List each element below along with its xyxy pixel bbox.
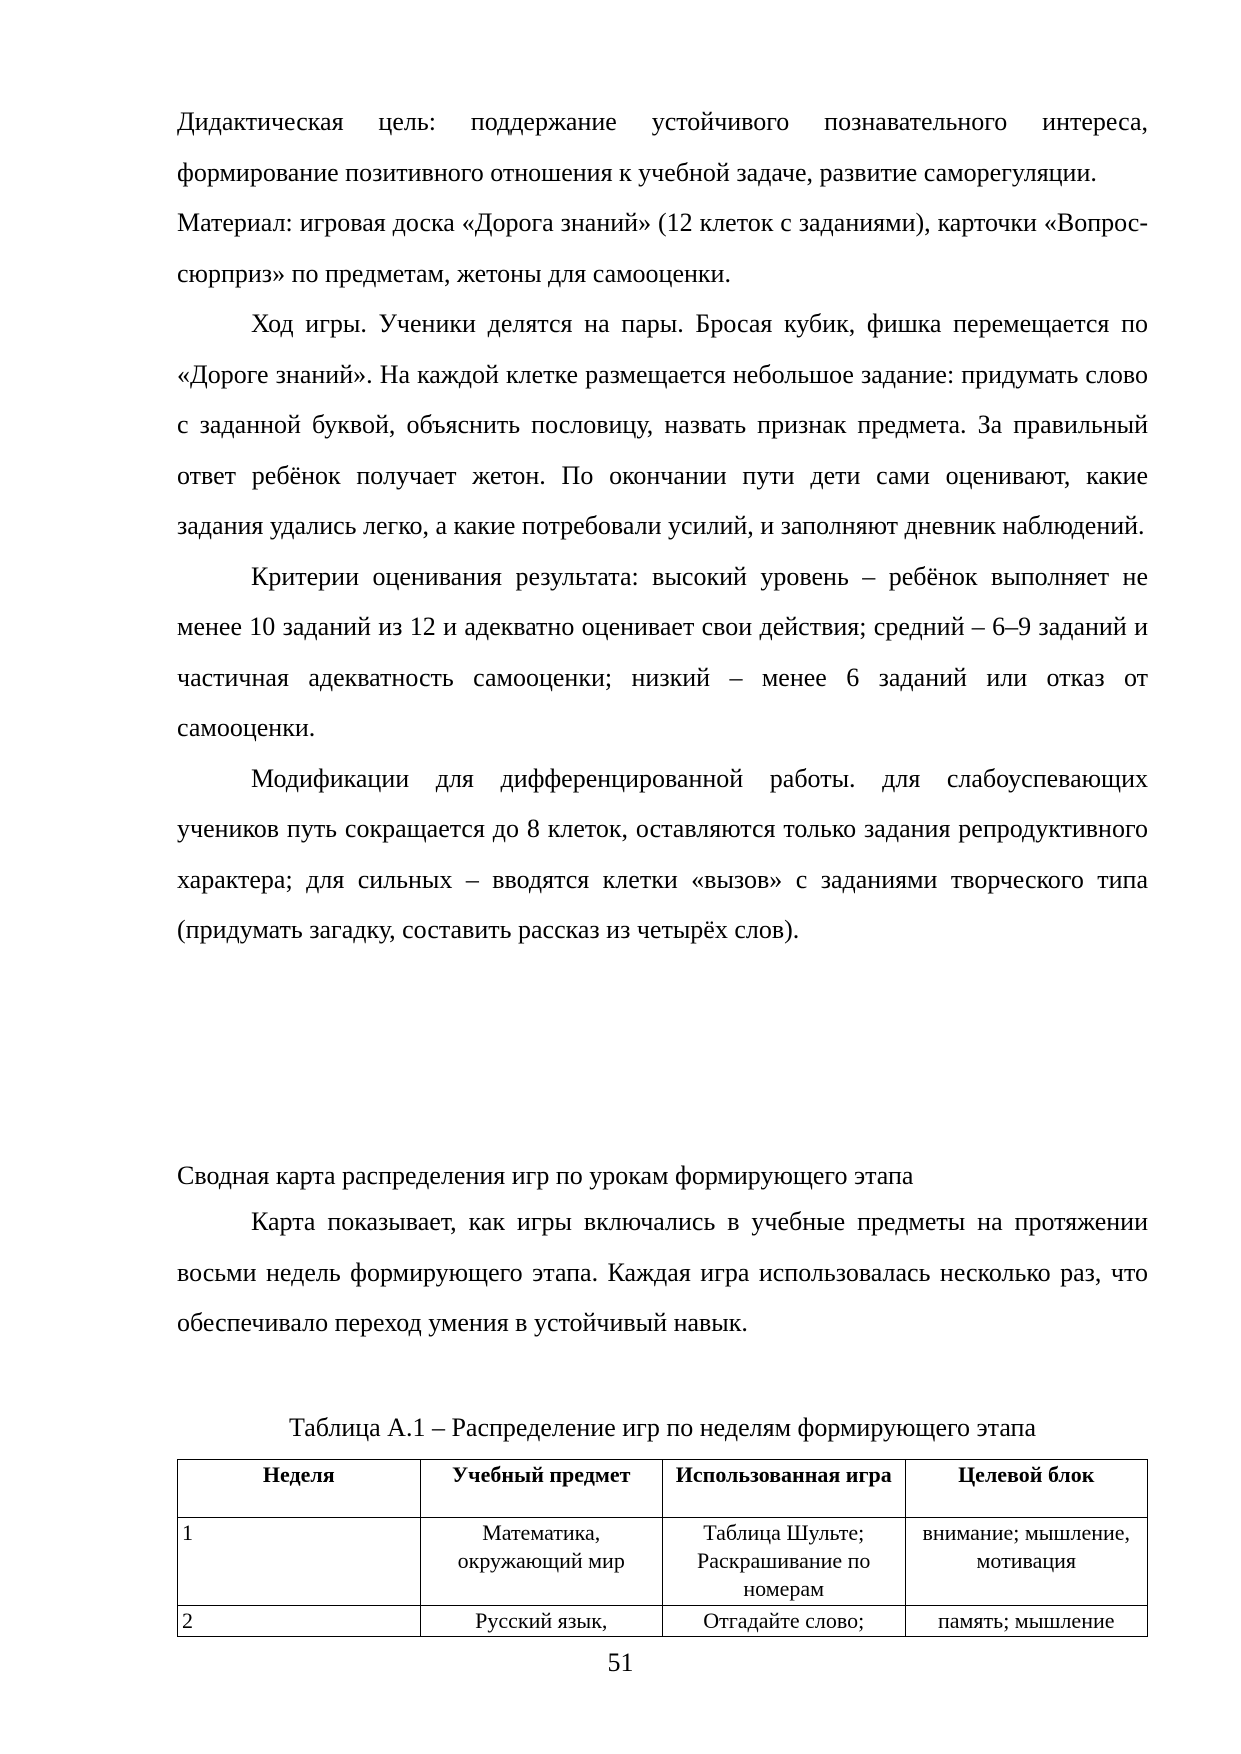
paragraph-game-flow: Ход игры. Ученики делятся на пары. Бросая кубик, фишка перемещается по «Дороге знаний». На каждой клетке размещается небольшое задание: придумать слово с заданной буквой, объяснить пословицу, назвать признак предмета. За правильный ответ ребёнок получает жетон. По окончании пути дети сами оценивают, какие задания удались легко, а какие потребовали усилий, и заполняют дневник наблюдений. [177, 309, 1148, 540]
header-game: Использованная игра [663, 1460, 906, 1518]
header-week: Неделя [178, 1460, 421, 1518]
table-row [178, 1518, 1148, 1606]
cell-week: 2 [178, 1606, 421, 1637]
body-text-top [177, 97, 1148, 956]
cell-game: Отгадайте слово; [663, 1606, 906, 1637]
cell-game: Таблица Шульте; Раскрашивание по номерам [663, 1518, 906, 1606]
section-heading: Сводная карта распределения игр по урокам формирующего этапа [177, 1161, 914, 1190]
table-caption: Таблица А.1 – Распределение игр по неделям формирующего этапа [288, 1413, 1036, 1442]
cell-target-block: внимание; мышление, мотивация [905, 1518, 1148, 1606]
header-target-block: Целевой блок [905, 1460, 1148, 1518]
cell-week: 1 [178, 1518, 421, 1606]
table-header-row [178, 1460, 1148, 1518]
header-subject: Учебный предмет [420, 1460, 663, 1518]
cell-subject: Русский язык, [420, 1606, 663, 1637]
paragraph-didactic-goal: Дидактическая цель: поддержание устойчивого познавательного интереса, формирование позитивного отношения к учебной задаче, развитие саморегуляции. [177, 107, 1148, 187]
paragraph-material: Материал: игровая доска «Дорога знаний» (12 клеток с заданиями), карточки «Вопрос-сюрприз» по предметам, жетоны для самооценки. [177, 208, 1148, 288]
page-number: 51 [607, 1648, 634, 1677]
table-row [178, 1606, 1148, 1637]
paragraph-map-description: Карта показывает, как игры включались в учебные предметы на протяжении восьми недель формирующего этапа. Каждая игра использовалась несколько раз, что обеспечивало переход умения в устойчивый навык. [177, 1207, 1148, 1337]
paragraph-modifications: Модификации для дифференцированной работы. для слабоуспевающих учеников путь сокращается до 8 клеток, оставляются только задания репродуктивного характера; для сильных – вводятся клетки «вызов» с заданиями творческого типа (придумать загадку, составить рассказ из четырёх слов). [177, 763, 1148, 944]
body-text-section [177, 1197, 1148, 1349]
paragraph-criteria: Критерии оценивания результата: высокий уровень – ребёнок выполняет не менее 10 заданий из 12 и адекватно оценивает свои действия; средний – 6–9 заданий и частичная адекватность самооценки; низкий – менее 6 заданий или отказ от самооценки. [177, 561, 1148, 742]
distribution-table [177, 1459, 1148, 1637]
cell-target-block: память; мышление [905, 1606, 1148, 1637]
cell-subject: Математика, окружающий мир [420, 1518, 663, 1606]
